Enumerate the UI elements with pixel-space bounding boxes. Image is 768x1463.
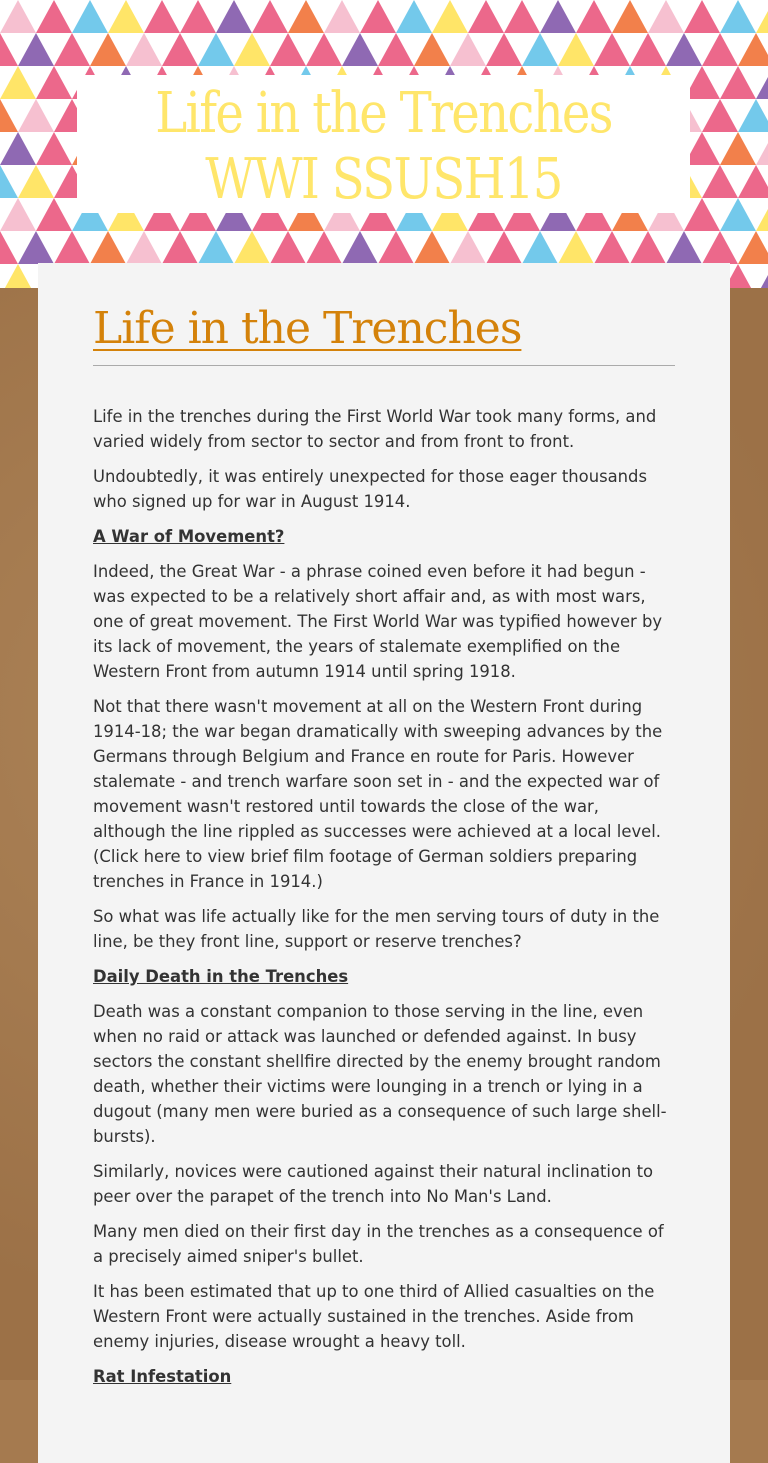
triangle (0, 264, 36, 288)
triangle (450, 33, 486, 66)
triangle (36, 66, 72, 99)
triangle (18, 99, 54, 132)
triangle (396, 0, 432, 33)
triangle (756, 198, 768, 231)
triangle (432, 0, 468, 33)
triangle (360, 0, 396, 33)
triangle (504, 0, 540, 33)
triangle (648, 0, 684, 33)
triangle (756, 0, 768, 33)
triangle (36, 0, 72, 33)
triangle (738, 33, 768, 66)
triangle (0, 165, 18, 198)
triangle (702, 99, 738, 132)
paragraph: Similarly, novices were cautioned against their natural inclination to peer over the parapet of the trench into No Man's Land. (93, 1162, 654, 1206)
triangle (90, 33, 126, 66)
triangle (414, 33, 450, 66)
triangle (198, 33, 234, 66)
triangle (540, 0, 576, 33)
triangle (342, 231, 378, 264)
triangle (630, 231, 666, 264)
divider (93, 365, 675, 366)
triangle (612, 0, 648, 33)
triangle (378, 33, 414, 66)
triangle (720, 132, 756, 165)
triangle (180, 0, 216, 33)
banner-title-line1: Life in the Trenches (155, 81, 612, 146)
section-heading: A War of Movement? (93, 527, 285, 546)
header-banner (0, 0, 768, 288)
triangle (0, 33, 18, 66)
triangle (54, 231, 90, 264)
triangle (270, 231, 306, 264)
triangle (738, 165, 768, 198)
triangle (108, 0, 144, 33)
triangle (234, 231, 270, 264)
triangle (18, 231, 54, 264)
paragraph: Not that there wasn't movement at all on the Western Front during 1914-18; the war began dramatically with sweeping advances by the Germans through Belgium and France en route for Paris. However stalemate - and trench warfare soon set in - and the expected war of movement wasn't restored until towards the close of the war, although the line rippled as successes were achieved at a local level. (Click here to view brief film footage of German soldiers preparing trenches in France in 1914.) (93, 697, 663, 891)
triangle (0, 66, 36, 99)
triangle (450, 231, 486, 264)
triangle (558, 231, 594, 264)
triangle (18, 165, 54, 198)
triangle (0, 99, 18, 132)
paragraph: Many men died on their first day in the trenches as a consequence of a precisely aimed sniper's bullet. (93, 1222, 664, 1266)
triangle (0, 0, 36, 33)
triangle (216, 0, 252, 33)
content-card (38, 263, 730, 1463)
triangle (558, 33, 594, 66)
triangle (594, 33, 630, 66)
triangle (162, 231, 198, 264)
triangle (306, 231, 342, 264)
triangle (126, 33, 162, 66)
paragraph: Indeed, the Great War - a phrase coined even before it had begun - was expected to be a relatively short affair and, as with most wars, one of great movement. The First World War was typified however by its lack of movement, the years of stalemate exemplified on the Western Front from autumn 1914 until spring 1918. (93, 562, 663, 681)
triangle (90, 231, 126, 264)
triangle (144, 0, 180, 33)
triangle (288, 0, 324, 33)
triangle (0, 132, 36, 165)
triangle (666, 231, 702, 264)
title-box (77, 75, 690, 213)
triangle (756, 264, 768, 288)
paragraph: Life in the trenches during the First World War took many forms, and varied widely from sector to sector and from front to front. (93, 407, 657, 451)
triangle (378, 231, 414, 264)
paragraph: It has been estimated that up to one third of Allied casualties on the Western Front were actually sustained in the trenches. Aside from enemy injuries, disease wrought a heavy toll. (93, 1282, 655, 1351)
triangle (306, 33, 342, 66)
triangle (54, 33, 90, 66)
page-heading[interactable]: Life in the Trenches (93, 303, 522, 354)
paragraph: Death was a constant companion to those serving in the line, even when no raid or attack was launched or defended against. In busy sectors the constant shellfire directed by the enemy brought random death, whether their victims were lounging in a trench or lying in a dugout (many men were buried as a consequence of such large shell-bursts). (93, 1002, 667, 1146)
triangle (684, 0, 720, 33)
triangle (0, 198, 36, 231)
triangle (756, 132, 768, 165)
triangle (756, 66, 768, 99)
triangle (126, 231, 162, 264)
triangle (720, 66, 756, 99)
triangle (342, 33, 378, 66)
triangle (18, 33, 54, 66)
triangle (324, 0, 360, 33)
triangle (522, 231, 558, 264)
section-heading: Daily Death in the Trenches (93, 967, 349, 986)
triangle (702, 165, 738, 198)
paragraph: Undoubtedly, it was entirely unexpected for those eager thousands who signed up for war in August 1914. (93, 467, 647, 511)
triangle (414, 231, 450, 264)
banner-title-line2: WWI SSUSH15 (205, 147, 562, 212)
triangle (720, 0, 756, 33)
section-heading: Rat Infestation (93, 1367, 232, 1386)
triangle (702, 33, 738, 66)
triangle (594, 231, 630, 264)
triangle (0, 231, 18, 264)
triangle (468, 0, 504, 33)
triangle (252, 0, 288, 33)
triangle (162, 33, 198, 66)
triangle (576, 0, 612, 33)
triangle (36, 132, 72, 165)
triangle (720, 198, 756, 231)
triangle (738, 231, 768, 264)
triangle (234, 33, 270, 66)
article-body (93, 404, 675, 1389)
triangle (486, 231, 522, 264)
triangle (702, 231, 738, 264)
triangle (486, 33, 522, 66)
triangle (522, 33, 558, 66)
triangle (36, 198, 72, 231)
triangle (738, 99, 768, 132)
triangle (666, 33, 702, 66)
paragraph: So what was life actually like for the men serving tours of duty in the line, be they front line, support or reserve trenches? (93, 907, 660, 951)
triangle (72, 0, 108, 33)
triangle (198, 231, 234, 264)
triangle (630, 33, 666, 66)
triangle (270, 33, 306, 66)
